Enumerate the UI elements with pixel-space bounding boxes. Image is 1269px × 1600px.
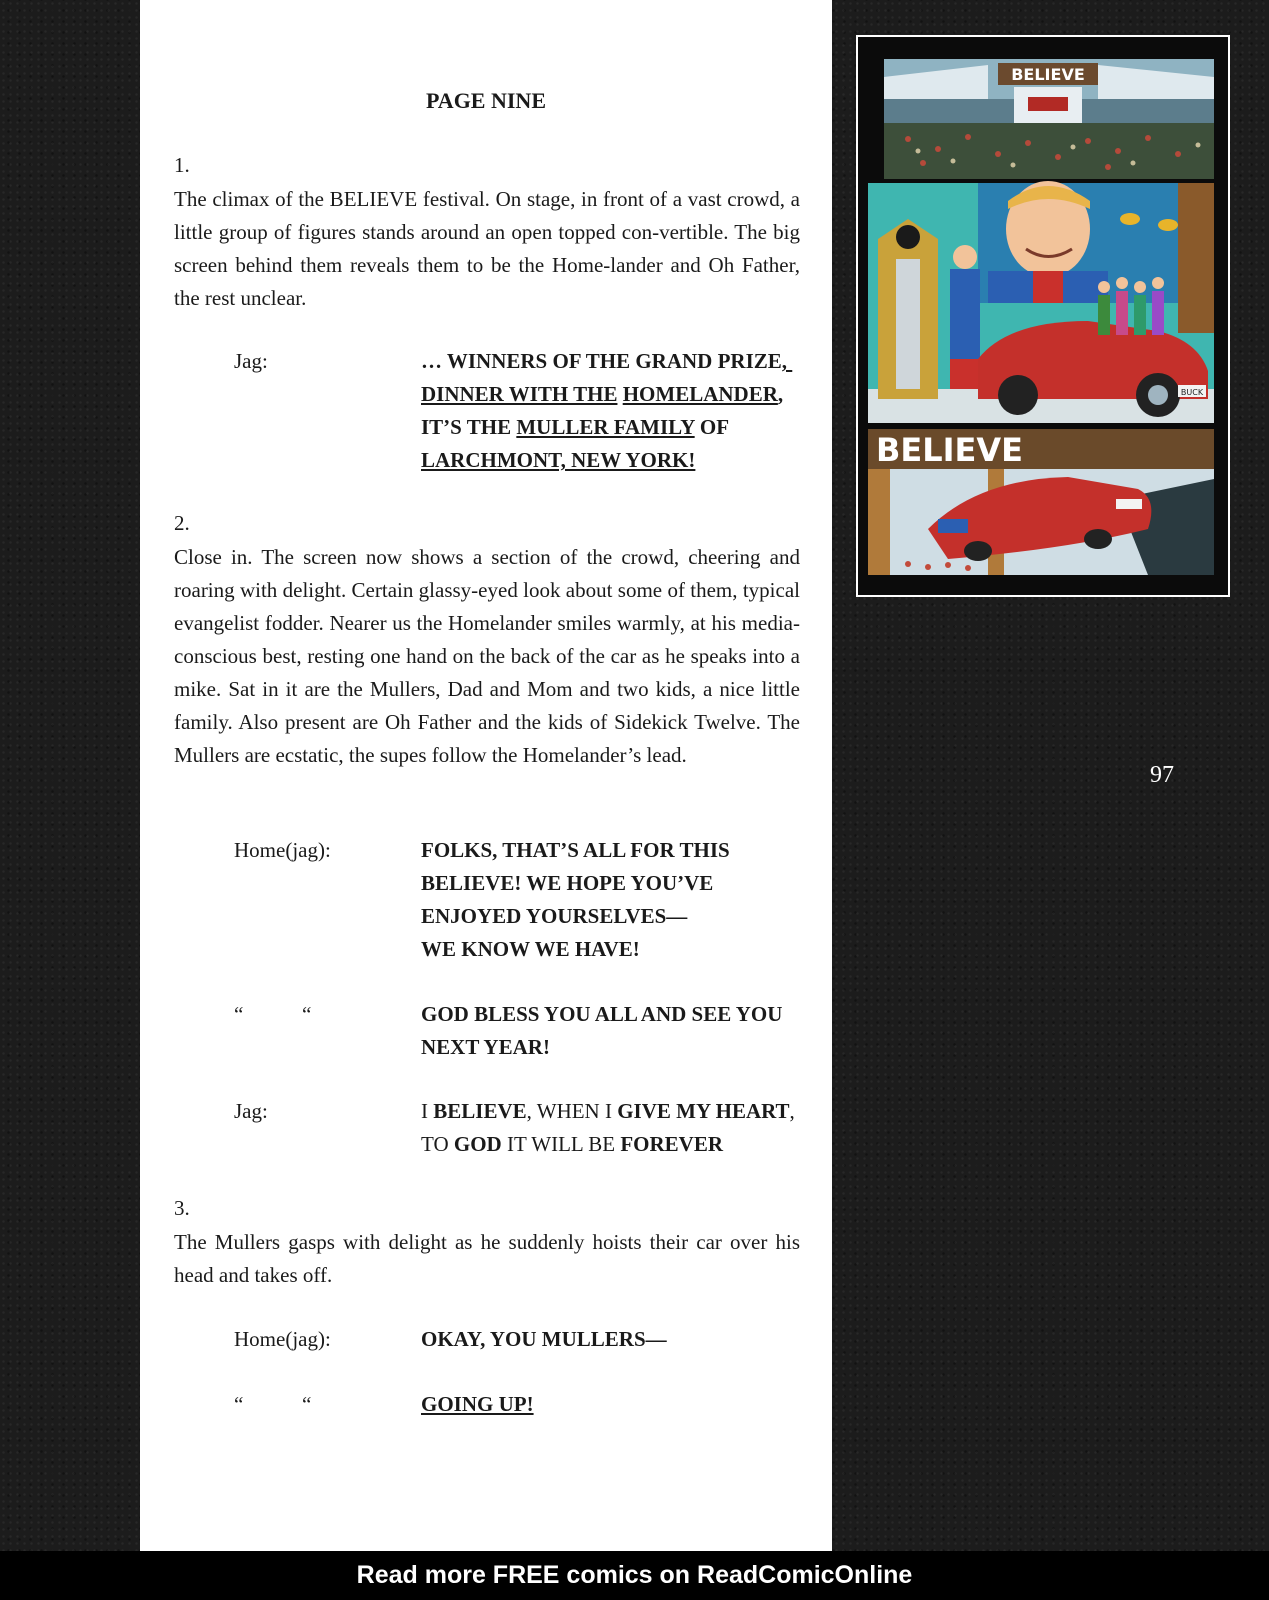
art-panel-top [884, 59, 1214, 179]
panel-3-number: 3. [174, 1196, 190, 1220]
panel-2-number: 2. [174, 511, 190, 535]
balloon-text: GOD BLESS YOU ALL AND SEE YOU NEXT YEAR! [421, 1002, 783, 1059]
speaker-label: Jag: [234, 349, 268, 373]
speaker-label: Home(jag): [234, 838, 331, 862]
panel-2-description: Close in. The screen now shows a section of the crowd, cheering and roaring with delight. Certain glassy-eyed look about some of them, typical evangelist fodder. Nearer us the Homelander smiles warmly, at his media-conscious best, resting one hand on the back of the car as he speaks into a mike. Sat in it are the Mullers, Dad and Mom and two kids, a nice little family. Also present are Oh Father and the kids of Sidekick Twelve. The Mullers are ecstatic, the supes follow the Homelander’s lead. [174, 545, 800, 767]
page-number: 97 [1150, 762, 1174, 788]
script-page: PAGE NINE 1. The climax of the BELIEVE festival. On stage, in front of a vast crowd, a little group of figures stands around an open topped con-vertible. The big screen behind them reveals them to be the Home-lander and Oh Father, the rest unclear. Jag: … WINNERS OF THE GRAND PRIZE, DINNER WITH THE HOMELANDER, IT’S THE MULLER FAMILY OF LARCHMONT, NEW YORK! 2. Close in. The screen now shows a section of the crowd, cheering and roaring with delight. Certain glassy-eyed look about some of them, typical evangelist fodder. Nearer us the Homelander smiles warmly, at his media-conscious best, resting one hand on the back of the car as he speaks into a mike. Sat in it are the Mullers, Dad and Mom and two kids, a nice little family. Also present are Oh Father and the kids of Sidekick Twelve. The Mullers are ecstatic, the supes follow the Homelander’s lead. Home(jag): FOLKS, THAT’S ALL FOR THIS BELIEVE! WE HOPE YOU’VE ENJOYED YOURSELVES— WE KNOW WE HAVE! “ “ GOD BLESS YOU ALL AND SEE YOU NEXT YEAR! Jag: I BELIEVE, WHEN I GIVE MY HEART, TO GOD IT WILL BE FOREVER 3. The Mullers gasps with delight as he suddenly hoists their car over his head and takes off. Home(jag): OKAY, YOU MULLERS— “ “ GOING UP! [140, 0, 832, 1551]
art-panel-middle [868, 181, 1214, 423]
speaker-label: Home(jag): [234, 1327, 331, 1351]
balloon-text: GOING UP! [421, 1392, 534, 1416]
panel-1-description: The climax of the BELIEVE festival. On stage, in front of a vast crowd, a little group of figures stands around an open topped con-vertible. The big screen behind them reveals them to be the Home-lander and Oh Father, the rest unclear. [174, 187, 800, 310]
art-panel-bottom [868, 429, 1214, 575]
balloon-text: OKAY, YOU MULLERS— [421, 1327, 667, 1351]
svg-text:BELIEVE: BELIEVE [876, 431, 1024, 469]
balloon-text: FOLKS, THAT’S ALL FOR THIS BELIEVE! WE HOPE YOU’VE ENJOYED YOURSELVES— WE KNOW WE HAVE! [421, 838, 730, 961]
balloon-text: I BELIEVE, WHEN I GIVE MY HEART, TO GOD IT WILL BE FOREVER [421, 1099, 795, 1156]
comic-art-frame [856, 35, 1230, 597]
speaker-label: Jag: [234, 1099, 268, 1123]
balloon-text: … WINNERS OF THE GRAND PRIZE, DINNER WITH THE HOMELANDER, IT’S THE MULLER FAMILY OF LARCHMONT, NEW YORK! [421, 349, 793, 472]
svg-text:BELIEVE: BELIEVE [1011, 65, 1085, 84]
svg-text:BUCK: BUCK [1180, 388, 1204, 397]
comic-art-image [868, 59, 1218, 575]
panel-1-number: 1. [174, 153, 190, 177]
footer-banner[interactable]: Read more FREE comics on ReadComicOnline [0, 1551, 1269, 1600]
panel-3-description: The Mullers gasps with delight as he suddenly hoists their car over his head and takes off. [174, 1230, 800, 1287]
page-title: PAGE NINE [426, 88, 546, 113]
